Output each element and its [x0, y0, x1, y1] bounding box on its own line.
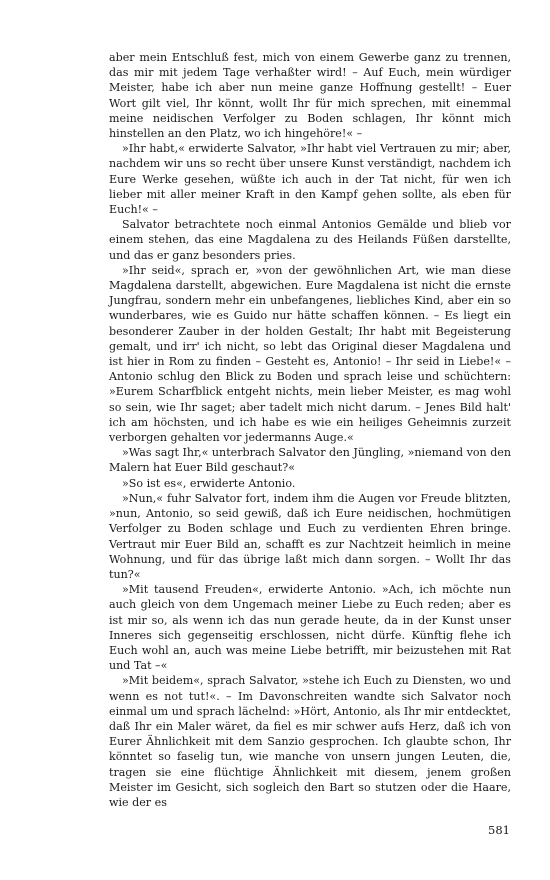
- paragraph: »Was sagt Ihr,« unterbrach Salvator den Jüngling, »niemand von den Malern hat Euer Bild geschaut?«: [109, 446, 511, 475]
- paragraph: »Mit tausend Freuden«, erwiderte Antonio. »Ach, ich möchte nun auch gleich von dem Ungemach meiner Liebe zu Euch reden; aber es ist mir so, als wenn ich das nun gerade heute, da in der Kunst unser Inneres sich gegenseitig erschlossen, nicht dürfe. Künftig flehe ich Euch wohl an, auch was meine Liebe betrifft, mir beizustehen mit Rat und Tat –«: [109, 583, 511, 673]
- page-number: 581: [488, 823, 510, 837]
- body-text: [109, 50, 511, 810]
- paragraph: Salvator betrachtete noch einmal Antonios Gemälde und blieb vor einem stehen, das eine Magdalena zu des Heilands Füßen darstellte, und das er ganz besonders pries.: [109, 218, 511, 262]
- paragraph: »Ihr seid«, sprach er, »von der gewöhnlichen Art, wie man diese Magdalena darstellt, abgewichen. Eure Magdalena ist nicht die ernste Jungfrau, sondern mehr ein unbefangenes, liebliches Kind, aber ein so wunderbares, wie es Guido nur hätte schaffen können. – Es liegt ein besonderer Zauber in der holden Gestalt; Ihr habt mit Begeisterung gemalt, und irr' ich nicht, so lebt das Original dieser Magdalena und ist hier in Rom zu finden – Gesteht es, Antonio! – Ihr seid in Liebe!« – Antonio schlug den Blick zu Boden und sprach leise und schüchtern: »Eurem Scharfblick entgeht nichts, mein lieber Meister, es mag wohl so sein, wie Ihr saget; aber tadelt mich nicht darum. – Jenes Bild halt' ich am höchsten, und ich habe es wie ein heiliges Geheimnis zurzeit verborgen gehalten vor jedermanns Auge.«: [109, 263, 511, 445]
- paragraph-continuation: aber mein Entschluß fest, mich von einem Gewerbe ganz zu trennen, das mir mit jedem Tage verhaßter wird! – Auf Euch, mein würdiger Meister, habe ich aber nun meine ganze Hoffnung gestellt! – Euer Wort gilt viel, Ihr könnt, wollt Ihr für mich sprechen, mit einemmal meine neidischen Verfolger zu Boden schlagen, Ihr könnt mich hinstellen an den Platz, wo ich hingehöre!« –: [109, 51, 511, 141]
- paragraph: »So ist es«, erwiderte Antonio.: [122, 476, 296, 490]
- paragraph: »Mit beidem«, sprach Salvator, »stehe ich Euch zu Diensten, wo und wenn es not tut!«. – Im Davonschreiten wandte sich Salvator noch einmal um und sprach lächelnd: »Hört, Antonio, als Ihr mir entdecktet, daß Ihr ein Maler wäret, da fiel es mir schwer aufs Herz, daß ich von Eurer Ähnlichkeit mit dem Sanzio gesprochen. Ich glaubte schon, Ihr könntet so faselig tun, wie manche von unsern jungen Leuten, die, tragen sie eine flüchtige Ähnlichkeit mit diesem, jenem großen Meister im Gesicht, sich sogleich den Bart so stutzen oder die Haare, wie der es: [109, 674, 511, 809]
- paragraph: »Ihr habt,« erwiderte Salvator, »Ihr habt viel Vertrauen zu mir; aber, nachdem wir uns so recht über unsere Kunst verständigt, nachdem ich Eure Werke gesehen, wüßte ich auch in der Tat nicht, für wen ich lieber mit aller meiner Kraft in den Kampf gehen sollte, als eben für Euch!« –: [109, 142, 511, 217]
- paragraph: »Nun,« fuhr Salvator fort, indem ihm die Augen vor Freude blitzten, »nun, Antonio, so seid gewiß, daß ich Eure neidischen, hochmütigen Verfolger zu Boden schlage und Euch zu verdienten Ehren bringe. Vertraut mir Euer Bild an, schafft es zur Nachtzeit heimlich in meine Wohnung, und für das übrige laßt mich dann sorgen. – Wollt Ihr das tun?«: [109, 491, 511, 581]
